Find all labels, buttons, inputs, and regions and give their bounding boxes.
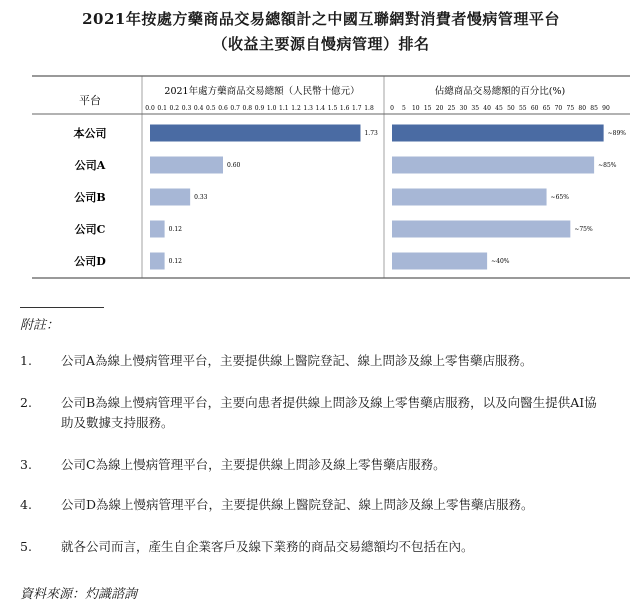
panel1-tick-label: 0.1 (157, 105, 167, 112)
panel1-data-label: 0.12 (168, 258, 182, 265)
panel1-tick-label: 0.3 (181, 105, 192, 112)
note-text-continued: 助及數據支持服務。 (61, 415, 174, 430)
panel1-data-label: 0.33 (194, 194, 208, 201)
panel1-tick-label: 0.6 (218, 105, 228, 112)
panel2-tick-label: 0 (390, 105, 394, 112)
panel2-tick-label: 30 (459, 105, 468, 112)
panel2-tick-label: 85 (590, 105, 598, 112)
row-label: 本公司 (73, 127, 107, 140)
note-text: 就各公司而言，產生自企業客戶及線下業務的商品交易總額均不包括在內。 (61, 539, 474, 554)
panel2-tick-label: 75 (566, 105, 575, 112)
panel1-data-label: 1.73 (364, 130, 378, 137)
panel2-tick-label: 25 (447, 105, 456, 112)
panel2-bar (392, 221, 570, 238)
note-number: 1. (20, 353, 32, 368)
row-label: 公司C (74, 223, 106, 236)
panel2-tick-label: 90 (602, 105, 610, 112)
note-text: 公司C為線上慢病管理平台，主要提供線上問診及線上零售藥店服務。 (61, 457, 446, 472)
panel2-tick-label: 65 (542, 105, 551, 112)
panel2-bar (392, 125, 604, 142)
chart-title-line-2: （收益主要源自慢病管理）排名 (212, 35, 430, 53)
panel2-tick-label: 45 (495, 105, 503, 112)
panel1-data-label: 0.60 (227, 162, 241, 169)
panel1-data-label: 0.12 (168, 226, 182, 233)
panel2-data-label: ~75% (574, 226, 593, 233)
chart-title-line-1: 2021年按處方藥商品交易總額計之中國互聯網對消費者慢病管理平台 (82, 10, 560, 28)
panel2-bars (390, 105, 626, 270)
panel2-tick-label: 10 (411, 105, 420, 112)
panel1-tick-label: 1.3 (303, 105, 313, 112)
panel1-tick-label: 1.6 (339, 105, 350, 112)
panel1-tick-label: 1.1 (279, 105, 289, 112)
panel2-tick-label: 50 (507, 105, 515, 112)
panel2-bar (392, 189, 547, 206)
note-number: 2. (20, 395, 32, 410)
note-text: 公司D為線上慢病管理平台，主要提供線上醫院登記、線上問診及線上零售藥店服務。 (61, 497, 534, 512)
panel1-tick-label: 0.9 (254, 105, 265, 112)
note-number: 4. (20, 497, 32, 512)
panel1-tick-label: 0.0 (145, 105, 155, 112)
panel2-tick-label: 80 (578, 105, 587, 112)
panel1-tick-label: 0.5 (206, 105, 216, 112)
note-number: 3. (20, 457, 32, 472)
panel2-tick-label: 5 (401, 105, 406, 112)
note-number: 5. (20, 539, 32, 554)
panel1-tick-label: 1.2 (291, 105, 301, 112)
row-label: 公司D (74, 255, 106, 268)
notes-label: 附註： (20, 318, 60, 333)
row-labels (74, 126, 107, 268)
panel2-tick-label: 40 (483, 105, 491, 112)
row-label: 公司B (74, 191, 106, 204)
ranking-chart (0, 70, 642, 280)
panel1-tick-label: 0.7 (230, 105, 240, 112)
panel1-title: 2021年處方藥商品交易總額（人民幣十億元） (164, 86, 360, 97)
panel2-data-label: ~40% (491, 258, 510, 265)
panel2-tick-label: 70 (554, 105, 563, 112)
panel2-bar (392, 157, 594, 174)
panel1-tick-label: 1.4 (315, 105, 326, 112)
panel1-bar (150, 221, 165, 238)
panel2-tick-label: 15 (423, 105, 432, 112)
panel2-title: 佔總商品交易總額的百分比(%) (434, 86, 566, 97)
panel1-tick-label: 1.0 (266, 105, 277, 112)
panel1-tick-label: 0.2 (169, 105, 180, 112)
panel1-bar (150, 189, 190, 206)
notes-divider (20, 307, 104, 308)
panel1-tick-label: 1.7 (352, 105, 362, 112)
row-header: 平台 (79, 94, 101, 107)
panel2-tick-label: 60 (530, 105, 539, 112)
data-source: 資料來源：灼識諮詢 (20, 587, 138, 602)
note-text: 公司A為線上慢病管理平台，主要提供線上醫院登記、線上問診及線上零售藥店服務。 (61, 353, 533, 368)
panel1-bar (150, 157, 223, 174)
panel1-bar (150, 125, 360, 142)
panel2-data-label: ~85% (598, 162, 617, 169)
panel2-tick-label: 35 (471, 105, 480, 112)
panel2-bar (392, 253, 487, 270)
row-label: 公司A (74, 159, 106, 172)
panel2-tick-label: 55 (518, 105, 527, 112)
panel1-tick-label: 0.8 (242, 105, 253, 112)
note-text: 公司B為線上慢病管理平台，主要向患者提供線上問診及線上零售藥店服務，以及向醫生提供AI協 (61, 395, 597, 410)
panel2-data-label: ~89% (607, 130, 626, 137)
panel2-tick-label: 20 (435, 105, 444, 112)
panel1-tick-label: 1.5 (327, 105, 338, 112)
panel2-data-label: ~65% (550, 194, 569, 201)
panel1-tick-label: 1.8 (364, 105, 374, 112)
panel1-bars (145, 105, 378, 270)
panel1-bar (150, 253, 165, 270)
panel1-tick-label: 0.4 (193, 105, 204, 112)
